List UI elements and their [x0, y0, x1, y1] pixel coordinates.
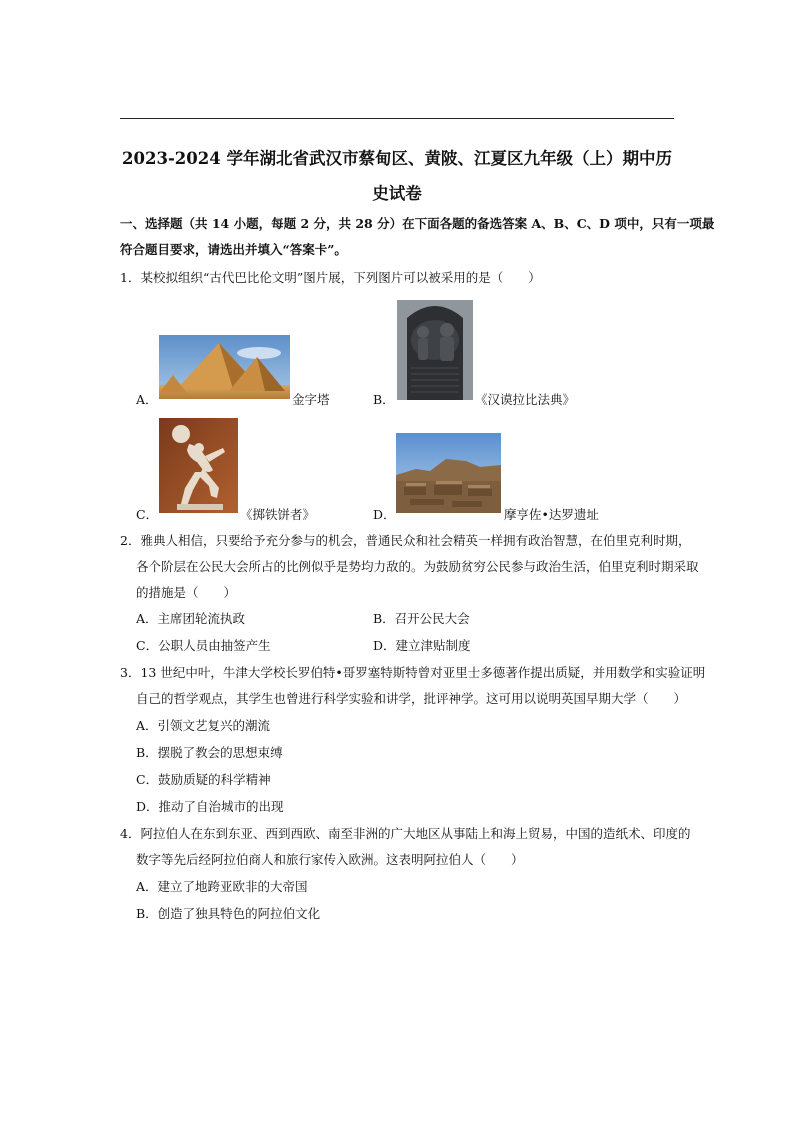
q4-option-b: B．创造了独具特色的阿拉伯文化: [136, 906, 321, 921]
q2-option-a: A．主席团轮流执政: [136, 611, 246, 626]
q1-option-a-letter: A．: [136, 392, 158, 407]
q1-option-b-caption: 《汉谟拉比法典》: [475, 392, 576, 407]
q2-option-b: B．召开公民大会: [373, 611, 470, 626]
q1-option-c-caption: 《掷铁饼者》: [240, 507, 316, 522]
q1-option-d-letter: D．: [373, 507, 396, 522]
section-instructions-line-2: 符合题目要求，请选出并填入“答案卡”。: [120, 242, 347, 257]
q4-option-a: A．建立了地跨亚欧非的大帝国: [136, 879, 308, 894]
question-3-line-1: 3．13 世纪中叶，牛津大学校长罗伯特•哥罗塞特斯特曾对亚里士多德著作提出质疑，并用数学和实验证明: [120, 665, 706, 680]
question-1-stem: 1．某校拟组织“古代巴比伦文明”图片展，下列图片可以被采用的是（ ）: [120, 270, 541, 285]
q3-option-c: C．鼓励质疑的科学精神: [136, 772, 271, 787]
question-2-line-1: 2．雅典人相信，只要给予充分参与的机会，普通民众和社会精英一样拥有政治智慧，在伯里克利时期，: [120, 533, 691, 548]
exam-title-line-1: 2023-2024 学年湖北省武汉市蔡甸区、黄陂、江夏区九年级（上）期中历: [122, 149, 672, 168]
q1-option-a-caption: 金字塔: [292, 392, 330, 407]
question-4-line-1: 4．阿拉伯人在东到东亚、西到西欧、南至非洲的广大地区从事陆上和海上贸易，中国的造纸术、印度的: [120, 826, 691, 841]
pyramids-photo: [159, 335, 290, 399]
q2-option-c: C．公职人员由抽签产生: [136, 638, 271, 653]
exam-title-line-2: 史试卷: [372, 184, 422, 203]
question-2-line-2: 各个阶层在公民大会所占的比例似乎是势均力敌的。为鼓励贫穷公民参与政治生活，伯里克利时期采取: [136, 559, 699, 574]
q3-option-a: A．引领文艺复兴的潮流: [136, 718, 271, 733]
q1-option-d-caption: 摩亨佐•达罗遗址: [504, 507, 599, 522]
q2-option-d: D．建立津贴制度: [373, 638, 471, 653]
section-instructions-line-1: 一、选择题（共 14 小题，每题 2 分，共 28 分）在下面各题的备选答案 A、B、C、D 项中，只有一项最: [120, 216, 715, 231]
q3-option-b: B．摆脱了教会的思想束缚: [136, 745, 283, 760]
question-3-line-2: 自己的哲学观点，其学生也曾进行科学实验和讲学，批评神学。这可用以说明英国早期大学（ ）: [136, 691, 687, 706]
stele-photo: [397, 300, 473, 400]
question-2-line-3: 的措施是（ ）: [136, 585, 237, 600]
header-rule: [120, 118, 674, 119]
ruins-photo: [396, 433, 501, 513]
question-4-line-2: 数字等先后经阿拉伯商人和旅行家传入欧洲。这表明阿拉伯人（ ）: [136, 852, 524, 867]
q3-option-d: D．推动了自治城市的出现: [136, 799, 284, 814]
q1-option-b-letter: B．: [373, 392, 395, 407]
discus-thrower-photo: [159, 418, 238, 513]
q1-option-c-letter: C．: [136, 507, 159, 522]
